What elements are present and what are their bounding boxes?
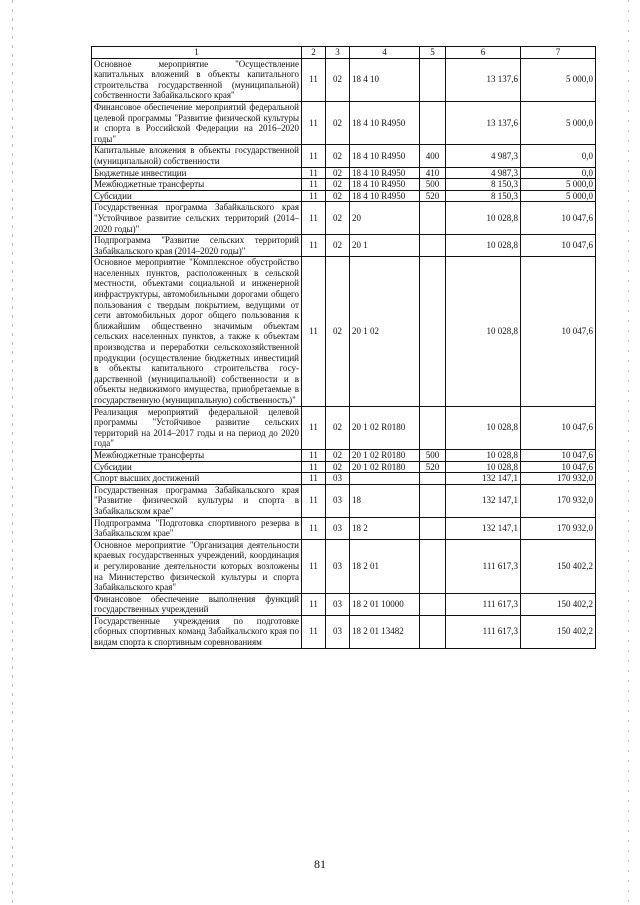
target-article-cell: 20 1 02 R0180 [350, 461, 420, 473]
subsection-code-cell: 02 [326, 461, 350, 473]
expense-type-cell [420, 473, 446, 485]
item-name-cell: Капитальные вложения в объекты государственной (муниципальной) собственности [92, 145, 302, 167]
item-name-cell: Бюджетные инвестиции [92, 167, 302, 179]
subsection-code-cell: 02 [326, 257, 350, 406]
table-row [92, 145, 596, 167]
table-row [92, 517, 596, 539]
item-name-cell: Межбюджетные трансферты [92, 449, 302, 461]
subsection-code-cell: 02 [326, 58, 350, 101]
subsection-code-cell: 02 [326, 449, 350, 461]
target-article-cell: 18 4 10 R4950 [350, 190, 420, 202]
section-code-cell: 11 [302, 484, 326, 517]
header-cell: 3 [326, 47, 350, 59]
expense-type-cell: 410 [420, 167, 446, 179]
subsection-code-cell: 02 [326, 101, 350, 144]
table-row [92, 190, 596, 202]
header-cell: 7 [521, 47, 596, 59]
amount-second-year-cell: 170 932,0 [521, 473, 596, 485]
expense-type-cell: 500 [420, 449, 446, 461]
budget-table [91, 46, 596, 649]
section-code-cell: 11 [302, 593, 326, 615]
table-row [92, 539, 596, 593]
expense-type-cell [420, 593, 446, 615]
subsection-code-cell: 03 [326, 484, 350, 517]
subsection-code-cell: 02 [326, 190, 350, 202]
subsection-code-cell: 02 [326, 167, 350, 179]
amount-first-year-cell: 4 987,3 [446, 167, 521, 179]
item-name-cell: Межбюджетные трансферты [92, 179, 302, 191]
target-article-cell: 18 [350, 484, 420, 517]
item-name-cell: Основное мероприятие "Комплексное обустройство населенных пунктов, расположенных в сельской местности, объектами социальной и инженерной инфраструктуры, автомобильными дорогами общего пользования с твердым покрытием, ведущими от сети автомобильных дорог общего пользования к ближайшим общественно значимым объектам сельских населенных пунктов, а также к объектам производства и переработки сельскохозяйственной продукции (осуществление бюджетных инвестиций в объекты капитального строительства государственной (муниципальной) собственности и в объекты недвижимого имущества, приобретаемые в государственную (муниципальную) собственность)" [92, 257, 302, 406]
section-code-cell: 11 [302, 202, 326, 235]
amount-first-year-cell: 10 028,8 [446, 202, 521, 235]
item-name-cell: Реализация мероприятий федеральной целевой программы "Устойчивое развитие сельских территорий на 2014–2017 годы и на период до 2020 года" [92, 406, 302, 449]
amount-first-year-cell: 111 617,3 [446, 539, 521, 593]
section-code-cell: 11 [302, 449, 326, 461]
header-cell: 4 [350, 47, 420, 59]
section-code-cell: 11 [302, 615, 326, 648]
amount-second-year-cell: 150 402,2 [521, 593, 596, 615]
table-row [92, 179, 596, 191]
item-name-cell: Государственная программа Забайкальского края "Устойчивое развитие сельских территорий (2014–2020 годы)" [92, 202, 302, 235]
amount-second-year-cell: 170 932,0 [521, 484, 596, 517]
item-name-cell: Спорт высших достижений [92, 473, 302, 485]
table-row [92, 235, 596, 257]
section-code-cell: 11 [302, 517, 326, 539]
section-code-cell: 11 [302, 406, 326, 449]
amount-second-year-cell: 150 402,2 [521, 539, 596, 593]
subsection-code-cell: 03 [326, 539, 350, 593]
item-name-cell: Субсидии [92, 190, 302, 202]
subsection-code-cell: 02 [326, 179, 350, 191]
target-article-cell: 18 2 01 13482 [350, 615, 420, 648]
amount-first-year-cell: 132 147,1 [446, 473, 521, 485]
amount-second-year-cell: 5 000,0 [521, 179, 596, 191]
table-row [92, 202, 596, 235]
table-row [92, 473, 596, 485]
expense-type-cell [420, 539, 446, 593]
header-cell: 2 [302, 47, 326, 59]
section-code-cell: 11 [302, 473, 326, 485]
expense-type-cell [420, 101, 446, 144]
subsection-code-cell: 03 [326, 473, 350, 485]
subsection-code-cell: 03 [326, 593, 350, 615]
amount-second-year-cell: 10 047,6 [521, 235, 596, 257]
amount-second-year-cell: 10 047,6 [521, 202, 596, 235]
scan-edge-right [628, 0, 629, 905]
amount-first-year-cell: 132 147,1 [446, 484, 521, 517]
table-row [92, 406, 596, 449]
page-number: 81 [314, 857, 326, 871]
section-code-cell: 11 [302, 539, 326, 593]
amount-second-year-cell: 10 047,6 [521, 461, 596, 473]
amount-first-year-cell: 8 150,3 [446, 179, 521, 191]
target-article-cell: 18 2 [350, 517, 420, 539]
amount-first-year-cell: 10 028,8 [446, 461, 521, 473]
section-code-cell: 11 [302, 58, 326, 101]
expense-type-cell [420, 58, 446, 101]
amount-first-year-cell: 10 028,8 [446, 406, 521, 449]
header-cell: 6 [446, 47, 521, 59]
item-name-cell: Государственная программа Забайкальского края "Развитие физической культуры и спорта в Забайкальском крае" [92, 484, 302, 517]
item-name-cell: Финансовое обеспечение выполнения функций государственных учреждений [92, 593, 302, 615]
item-name-cell: Основное мероприятие "Осуществление капитальных вложений в объекты капитального строительства государственной (муниципальной) собственности Забайкальского края" [92, 58, 302, 101]
subsection-code-cell: 02 [326, 202, 350, 235]
amount-first-year-cell: 111 617,3 [446, 615, 521, 648]
target-article-cell: 18 4 10 R4950 [350, 167, 420, 179]
amount-first-year-cell: 13 137,6 [446, 101, 521, 144]
target-article-cell: 20 1 02 [350, 257, 420, 406]
table-row [92, 257, 596, 406]
amount-second-year-cell: 10 047,6 [521, 257, 596, 406]
table-row [92, 615, 596, 648]
amount-first-year-cell: 10 028,8 [446, 235, 521, 257]
expense-type-cell: 400 [420, 145, 446, 167]
expense-type-cell [420, 484, 446, 517]
amount-first-year-cell: 10 028,8 [446, 257, 521, 406]
amount-second-year-cell: 0,0 [521, 167, 596, 179]
section-code-cell: 11 [302, 461, 326, 473]
amount-second-year-cell: 0,0 [521, 145, 596, 167]
section-code-cell: 11 [302, 190, 326, 202]
expense-type-cell [420, 257, 446, 406]
scan-edge-left [12, 0, 13, 905]
target-article-cell: 18 4 10 R4950 [350, 101, 420, 144]
item-name-cell: Государственные учреждения по подготовке сборных спортивных команд Забайкальского края по видам спорта к спортивным соревнованиям [92, 615, 302, 648]
table-row [92, 58, 596, 101]
amount-second-year-cell: 10 047,6 [521, 449, 596, 461]
target-article-cell: 20 1 02 R0180 [350, 406, 420, 449]
subsection-code-cell: 02 [326, 406, 350, 449]
section-code-cell: 11 [302, 145, 326, 167]
amount-first-year-cell: 111 617,3 [446, 593, 521, 615]
amount-second-year-cell: 5 000,0 [521, 101, 596, 144]
target-article-cell: 18 4 10 R4950 [350, 145, 420, 167]
target-article-cell [350, 473, 420, 485]
table-row [92, 593, 596, 615]
section-code-cell: 11 [302, 235, 326, 257]
table-row [92, 484, 596, 517]
amount-first-year-cell: 10 028,8 [446, 449, 521, 461]
subsection-code-cell: 02 [326, 145, 350, 167]
subsection-code-cell: 02 [326, 235, 350, 257]
expense-type-cell [420, 406, 446, 449]
item-name-cell: Подпрограмма "Подготовка спортивного резерва в Забайкальском крае" [92, 517, 302, 539]
table-header-row [92, 47, 596, 59]
item-name-cell: Основное мероприятие "Организация деятельности краевых государственных учреждений, координация и регулирование деятельности которых возложены на Министерство физической культуры и спорта Забайкальского края" [92, 539, 302, 593]
amount-first-year-cell: 4 987,3 [446, 145, 521, 167]
expense-type-cell [420, 235, 446, 257]
header-cell: 5 [420, 47, 446, 59]
amount-first-year-cell: 132 147,1 [446, 517, 521, 539]
item-name-cell: Субсидии [92, 461, 302, 473]
expense-type-cell: 520 [420, 461, 446, 473]
expense-type-cell [420, 615, 446, 648]
target-article-cell: 20 1 02 R0180 [350, 449, 420, 461]
table-row [92, 461, 596, 473]
section-code-cell: 11 [302, 101, 326, 144]
expense-type-cell [420, 517, 446, 539]
section-code-cell: 11 [302, 257, 326, 406]
table-row [92, 167, 596, 179]
expense-type-cell: 520 [420, 190, 446, 202]
table-row [92, 449, 596, 461]
target-article-cell: 18 2 01 [350, 539, 420, 593]
item-name-cell: Подпрограмма "Развитие сельских территорий Забайкальского края (2014–2020 годы)" [92, 235, 302, 257]
amount-second-year-cell: 170 932,0 [521, 517, 596, 539]
section-code-cell: 11 [302, 179, 326, 191]
target-article-cell: 18 4 10 R4950 [350, 179, 420, 191]
amount-first-year-cell: 13 137,6 [446, 58, 521, 101]
amount-second-year-cell: 150 402,2 [521, 615, 596, 648]
header-cell: 1 [92, 47, 302, 59]
item-name-cell: Финансовое обеспечение мероприятий федеральной целевой программы "Развитие физической культуры и спорта в Российской Федерации на 2016–2020 годы" [92, 101, 302, 144]
amount-second-year-cell: 5 000,0 [521, 58, 596, 101]
target-article-cell: 20 1 [350, 235, 420, 257]
target-article-cell: 20 [350, 202, 420, 235]
amount-second-year-cell: 5 000,0 [521, 190, 596, 202]
table-row [92, 101, 596, 144]
amount-second-year-cell: 10 047,6 [521, 406, 596, 449]
expense-type-cell: 500 [420, 179, 446, 191]
amount-first-year-cell: 8 150,3 [446, 190, 521, 202]
target-article-cell: 18 4 10 [350, 58, 420, 101]
subsection-code-cell: 03 [326, 615, 350, 648]
subsection-code-cell: 03 [326, 517, 350, 539]
expense-type-cell [420, 202, 446, 235]
target-article-cell: 18 2 01 10000 [350, 593, 420, 615]
section-code-cell: 11 [302, 167, 326, 179]
